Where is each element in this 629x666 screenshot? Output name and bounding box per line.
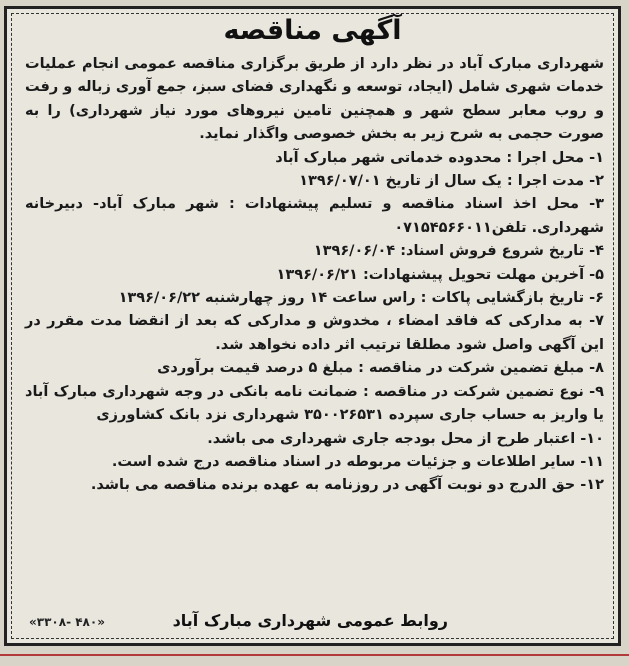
- item-9: ۹- نوع تضمین شرکت در مناقصه : ضمانت نامه بانکی در وجه شهرداری مبارک آباد یا واریز به حساب جاری سپرده ۳۵۰۰۲۶۵۳۱ شهرداری نزد بانک کشاورزی: [25, 383, 604, 424]
- item-6: ۶- تاریخ بازگشایی پاکات : راس ساعت ۱۴ روز چهارشنبه ۱۳۹۶/۰۶/۲۲: [118, 290, 604, 307]
- item-10: ۱۰- اعتبار طرح از محل بودجه جاری شهرداری می باشد.: [207, 430, 604, 447]
- item-3: ۳- محل اخذ اسناد مناقصه و تسلیم پیشنهادات : شهر مبارک آباد- دبیرخانه شهرداری. تلفن۰۷۱۵۴۵۶۶۰۱۱: [25, 196, 604, 236]
- tender-notice: [4, 6, 621, 646]
- item-2: ۲- مدت اجرا : یک سال از تاریخ ۱۳۹۶/۰۷/۰۱: [299, 173, 604, 190]
- notice-footer: [17, 611, 608, 637]
- notice-body: [25, 53, 604, 498]
- bottom-divider: [0, 654, 629, 666]
- intro-paragraph: شهرداری مبارک آباد در نظر دارد از طریق برگزاری مناقصه عمومی انجام عملیات خدمات شهری شامل (ایجاد، توسعه و نگهداری فضای سبز، جمع آوری زباله و رفت و روب معابر سطح شهر و همچنین تامین نیروهای مورد نیاز شهرداری) را به صورت حجمی به شرح زیر به بخش خصوصی واگذار نماید.: [25, 56, 604, 143]
- signature: روابط عمومی شهرداری مبارک آباد: [172, 611, 448, 630]
- item-4: ۴- تاریخ شروع فروش اسناد: ۱۳۹۶/۰۶/۰۴: [313, 243, 604, 260]
- item-7: ۷- به مدارکی که فاقد امضاء ، مخدوش و مدارکی که بعد از انقضا مدت مقرر در این آگهی واصل شود مطلقا ترتیب اثر داده نخواهد شد.: [25, 313, 604, 353]
- item-11: ۱۱- سایر اطلاعات و جزئیات مربوطه در اسناد مناقصه درج شده است.: [111, 453, 604, 470]
- item-12: ۱۲- حق الدرج دو نوبت آگهی در روزنامه به عهده برنده مناقصه می باشد.: [90, 477, 604, 494]
- ad-code: «۴۸۰ -۳۳۰۸»: [29, 615, 105, 629]
- notice-title: آگهی مناقصه: [223, 15, 402, 46]
- item-5: ۵- آخرین مهلت تحویل پیشنهادات: ۱۳۹۶/۰۶/۲۱: [276, 266, 604, 283]
- item-8: ۸- مبلغ تضمین شرکت در مناقصه : مبلغ ۵ درصد قیمت برآوردی: [157, 360, 604, 377]
- item-1: ۱- محل اجرا : محدوده خدماتی شهر مبارک آباد: [275, 149, 604, 166]
